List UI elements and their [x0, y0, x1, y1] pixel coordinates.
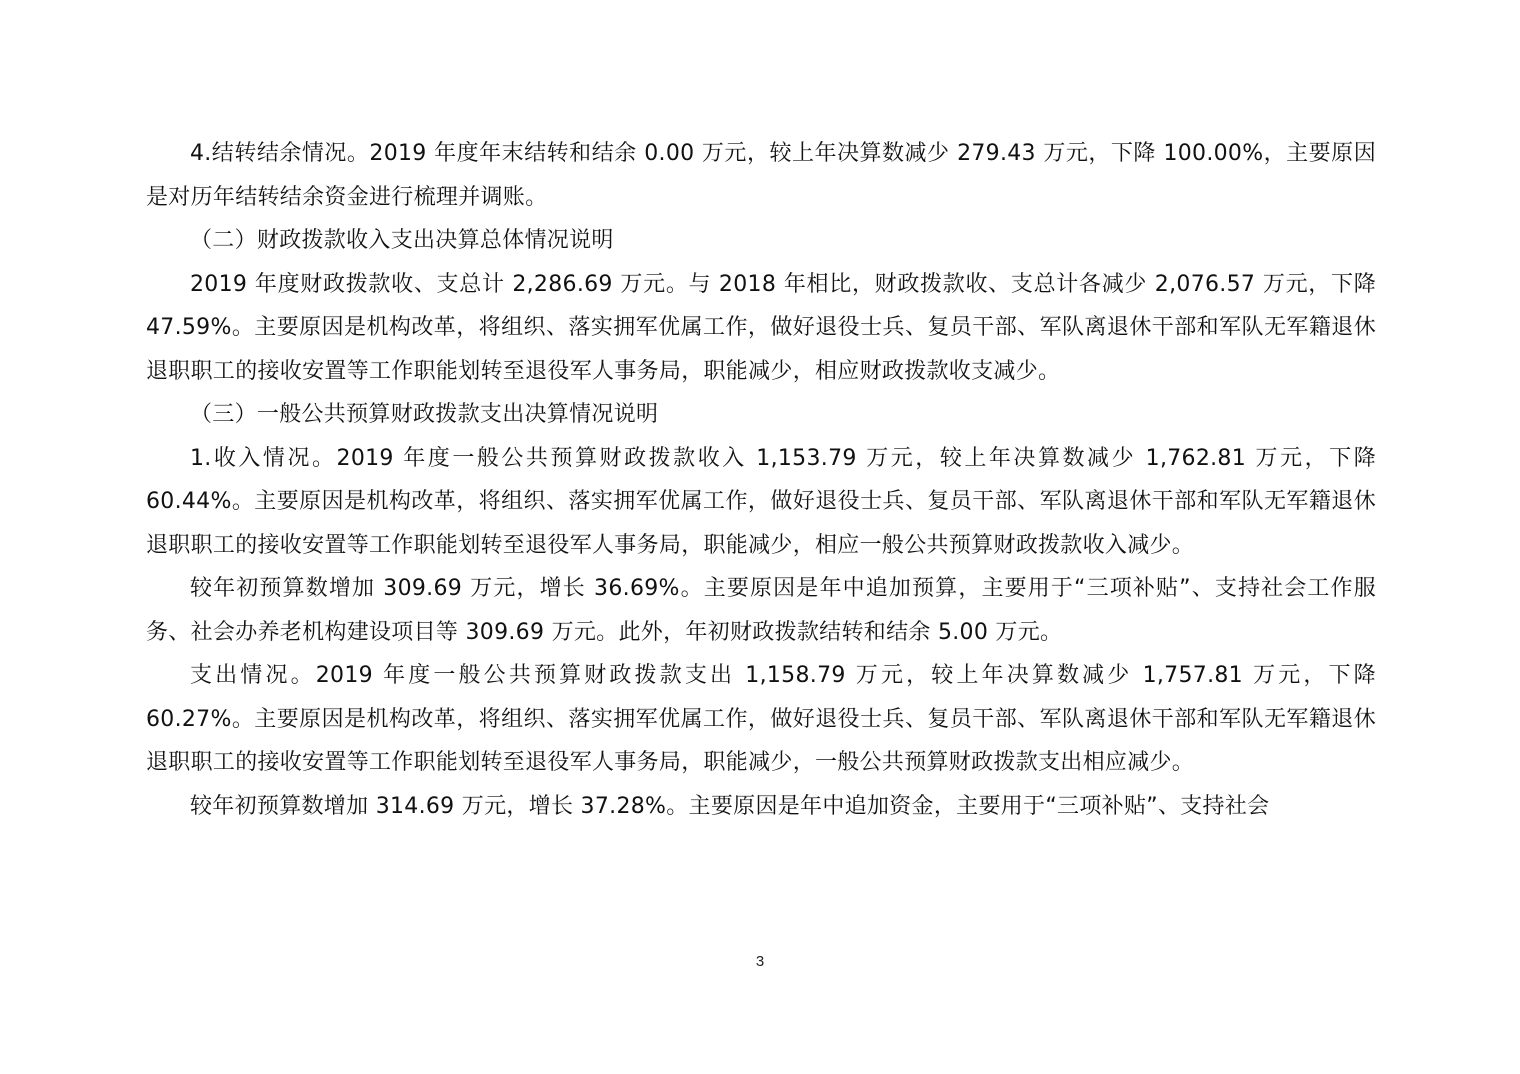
page-number: 3 [755, 953, 765, 970]
paragraph-expenditure-vs-budget: 较年初预算数增加 314.69 万元，增长 37.28%。主要原因是年中追加资金，主要用于“三项补贴”、支持社会 [190, 793, 1270, 819]
paragraph-fiscal-appropriation-total: 2019 年度财政拨款收、支总计 2,286.69 万元。与 2018 年相比，财政拨款收、支总计各减少 2,076.57 万元，下降 47.59%。主要原因是机构改革，将组织、落实拥军优属工作，做好退役士兵、复员干部、军队离退休干部和军队无军籍退休退职职工的接收安置等工作职能划转至退役军人事务局，职能减少，相应财政拨款收支减少。 [146, 271, 1376, 384]
paragraph-income-vs-budget: 较年初预算数增加 309.69 万元，增长 36.69%。主要原因是年中追加预算，主要用于“三项补贴”、支持社会工作服务、社会办养老机构建设项目等 309.69 万元。此外，年初财政拨款结转和结余 5.00 万元。 [146, 576, 1376, 645]
paragraph-carryover-balance: 4.结转结余情况。2019 年度年末结转和结余 0.00 万元，较上年决算数减少 279.43 万元，下降 100.00%，主要原因是对历年结转结余资金进行梳理并调账。 [146, 141, 1376, 210]
page-body [146, 132, 1376, 828]
section-heading-fiscal-appropriation-overview: （二）财政拨款收入支出决算总体情况说明 [190, 228, 614, 253]
section-heading-general-public-budget: （三）一般公共预算财政拨款支出决算情况说明 [190, 402, 659, 427]
paragraph-income-situation: 1.收入情况。2019 年度一般公共预算财政拨款收入 1,153.79 万元，较上年决算数减少 1,762.81 万元，下降 60.44%。主要原因是机构改革，将组织、落实拥军优属工作，做好退役士兵、复员干部、军队离退休干部和军队无军籍退休退职职工的接收安置等工作职能划转至退役军人事务局，职能减少，相应一般公共预算财政拨款收入减少。 [146, 445, 1376, 558]
paragraph-expenditure-situation: 支出情况。2019 年度一般公共预算财政拨款支出 1,158.79 万元，较上年决算数减少 1,757.81 万元，下降 60.27%。主要原因是机构改革，将组织、落实拥军优属工作，做好退役士兵、复员干部、军队离退休干部和军队无军籍退休退职职工的接收安置等工作职能划转至退役军人事务局，职能减少，一般公共预算财政拨款支出相应减少。 [146, 663, 1376, 775]
